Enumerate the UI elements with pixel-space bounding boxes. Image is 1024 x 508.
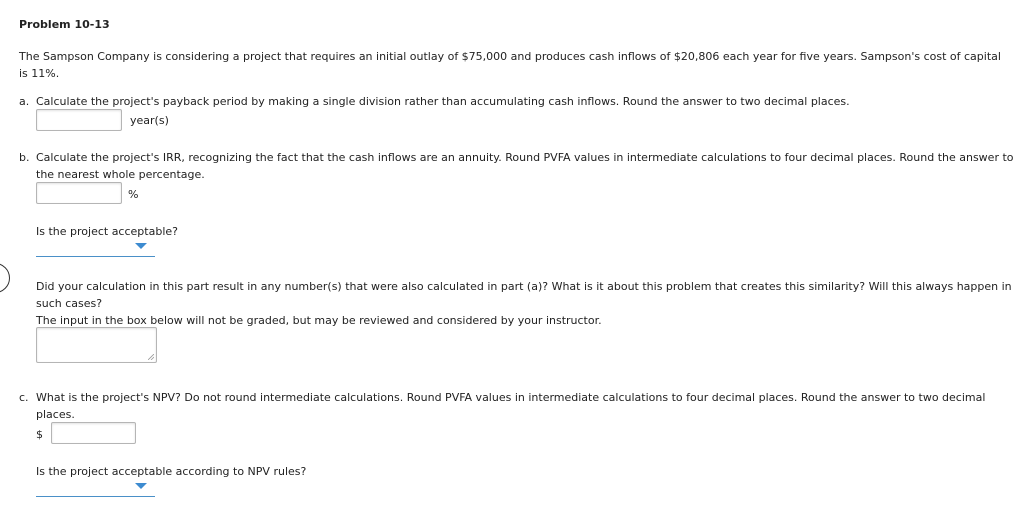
problem-intro: The Sampson Company is considering a project that requires an initial outlay of $75,000 and produces cash inflows of $20,806 each year for five years. Sampson's cost of capital is 11%. [19, 50, 1001, 80]
similarity-question: Did your calculation in this part result in any number(s) that were also calculated in part (a)? What is it about this problem that creates this similarity? Will this always happen in such cases? [36, 280, 1012, 310]
irr-acceptable-question: Is the project acceptable? [36, 225, 178, 238]
similarity-response-textarea[interactable] [36, 327, 157, 363]
npv-currency-label: $ [36, 428, 43, 441]
chevron-down-icon [135, 243, 147, 249]
part-a-marker: a. [19, 95, 30, 108]
side-indicator-circle [0, 263, 10, 293]
resize-grip-icon[interactable] [148, 354, 154, 360]
irr-unit-label: % [128, 188, 139, 201]
part-c-question: What is the project's NPV? Do not round intermediate calculations. Round PVFA values in intermediate calculations to four decimal places. Round the answer to two decimal places. [36, 391, 986, 421]
npv-input[interactable] [51, 422, 136, 444]
payback-unit-label: year(s) [130, 114, 169, 127]
npv-acceptable-dropdown[interactable] [36, 478, 155, 497]
payback-period-input[interactable] [36, 109, 122, 131]
irr-acceptable-dropdown[interactable] [36, 238, 155, 257]
npv-acceptable-question: Is the project acceptable according to NPV rules? [36, 465, 307, 478]
problem-title: Problem 10-13 [19, 18, 110, 31]
grading-note: The input in the box below will not be graded, but may be reviewed and considered by your instructor. [36, 314, 602, 327]
part-a-question: Calculate the project's payback period by making a single division rather than accumulating cash inflows. Round the answer to two decimal places. [36, 95, 850, 108]
part-b-marker: b. [19, 151, 30, 164]
part-b-question: Calculate the project's IRR, recognizing the fact that the cash inflows are an annuity. Round PVFA values in intermediate calculations to four decimal places. Round the answer to the nearest whole percentage. [36, 151, 1014, 181]
part-c-marker: c. [19, 391, 29, 404]
irr-input[interactable] [36, 182, 122, 204]
chevron-down-icon [135, 483, 147, 489]
